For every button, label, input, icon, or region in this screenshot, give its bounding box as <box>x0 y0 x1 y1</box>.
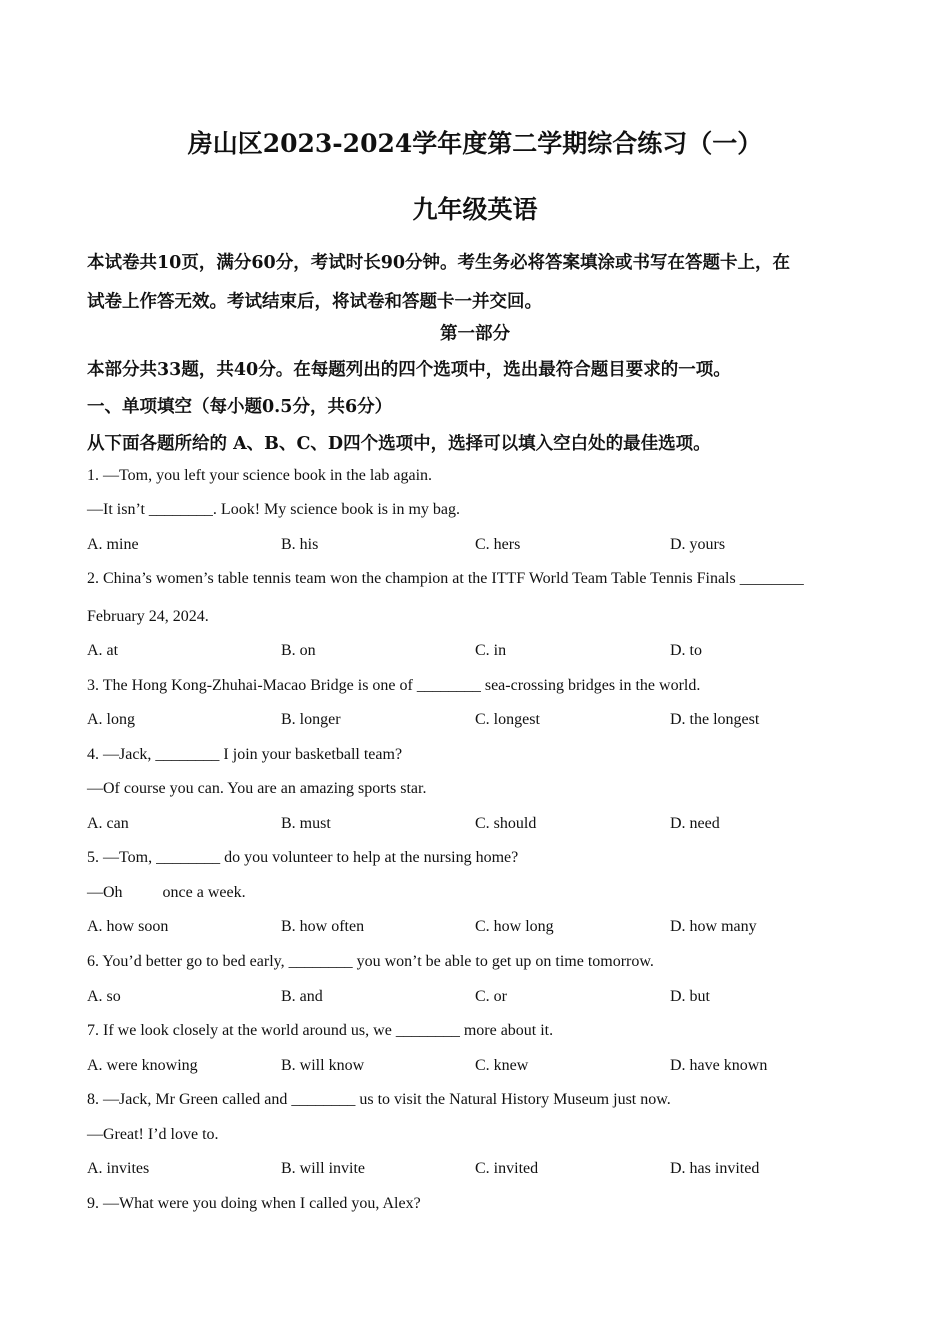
option-b: B. and <box>281 988 323 1005</box>
question-line: 9. —What were you doing when I called you, Alex? <box>87 1195 421 1212</box>
instructions-line: 本试卷共10页，满分60分，考试时长90分钟。考生务必将答案填涂或书写在答题卡上，在 <box>87 253 791 273</box>
option-b: B. how often <box>281 918 365 935</box>
question-line: —It isn’t ________. Look! My science book is in my bag. <box>87 501 460 518</box>
option-row <box>87 815 867 837</box>
exam-instructions <box>87 244 862 322</box>
option-d: D. how many <box>670 918 757 935</box>
option-c: C. in <box>475 642 507 659</box>
question-line: 4. —Jack, ________ I join your basketball team? <box>87 746 403 763</box>
option-c: C. invited <box>475 1160 539 1177</box>
question-line: 8. —Jack, Mr Green called and ________ us to visit the Natural History Museum just now. <box>87 1091 671 1108</box>
option-d: D. the longest <box>670 711 760 728</box>
option-c: C. longest <box>475 711 540 728</box>
option-row <box>87 536 867 558</box>
option-a: A. so <box>87 988 121 1005</box>
option-d: D. have known <box>670 1057 768 1074</box>
question-line: 2. China’s women’s table tennis team won the champion at the ITTF World Team Table Tennis Finals ________ <box>87 570 804 587</box>
option-row <box>87 918 867 940</box>
question-line: —Oh once a week. <box>87 884 246 901</box>
option-b: B. on <box>281 642 316 659</box>
section-title: 一、单项填空（每小题0.5分，共6分） <box>87 397 393 417</box>
option-a: A. were knowing <box>87 1057 198 1074</box>
section-instruction: 从下面各题所给的 A、B、C、D四个选项中，选择可以填入空白处的最佳选项。 <box>87 434 711 454</box>
option-c: C. knew <box>475 1057 529 1074</box>
option-b: B. will invite <box>281 1160 365 1177</box>
question-line: —Great! I’d love to. <box>87 1126 219 1143</box>
option-a: A. mine <box>87 536 139 553</box>
option-row <box>87 1160 867 1182</box>
question-line: 3. The Hong Kong-Zhuhai-Macao Bridge is one of ________ sea-crossing bridges in the world. <box>87 677 701 694</box>
option-d: D. need <box>670 815 720 832</box>
part-description: 本部分共33题，共40分。在每题列出的四个选项中，选出最符合题目要求的一项。 <box>87 360 731 380</box>
option-b: B. must <box>281 815 331 832</box>
option-a: A. how soon <box>87 918 169 935</box>
option-row <box>87 711 867 733</box>
part-title: 第一部分 <box>440 324 510 344</box>
question-line: 7. If we look closely at the world around us, we ________ more about it. <box>87 1022 554 1039</box>
question-line: February 24, 2024. <box>87 608 209 625</box>
question-line: 5. —Tom, ________ do you volunteer to help at the nursing home? <box>87 849 519 866</box>
question-line: 1. —Tom, you left your science book in the lab again. <box>87 467 433 484</box>
question-line: 6. You’d better go to bed early, ________ you won’t be able to get up on time tomorrow. <box>87 953 654 970</box>
option-row <box>87 642 867 664</box>
option-a: A. can <box>87 815 129 832</box>
option-c: C. hers <box>475 536 521 553</box>
option-b: B. longer <box>281 711 341 728</box>
instructions-line: 试卷上作答无效。考试结束后，将试卷和答题卡一并交回。 <box>87 292 542 312</box>
option-a: A. invites <box>87 1160 150 1177</box>
option-row <box>87 988 867 1010</box>
option-c: C. how long <box>475 918 554 935</box>
option-a: A. long <box>87 711 135 728</box>
option-a: A. at <box>87 642 119 659</box>
option-c: C. or <box>475 988 507 1005</box>
option-c: C. should <box>475 815 537 832</box>
page-title: 房山区2023-2024学年度第二学期综合练习（一） <box>187 129 763 158</box>
question-line: —Of course you can. You are an amazing sports star. <box>87 780 427 797</box>
option-d: D. yours <box>670 536 726 553</box>
option-b: B. his <box>281 536 319 553</box>
option-d: D. to <box>670 642 702 659</box>
option-row <box>87 1057 867 1079</box>
page-subtitle: 九年级英语 <box>412 195 538 224</box>
option-b: B. will know <box>281 1057 365 1074</box>
option-d: D. but <box>670 988 710 1005</box>
option-d: D. has invited <box>670 1160 760 1177</box>
